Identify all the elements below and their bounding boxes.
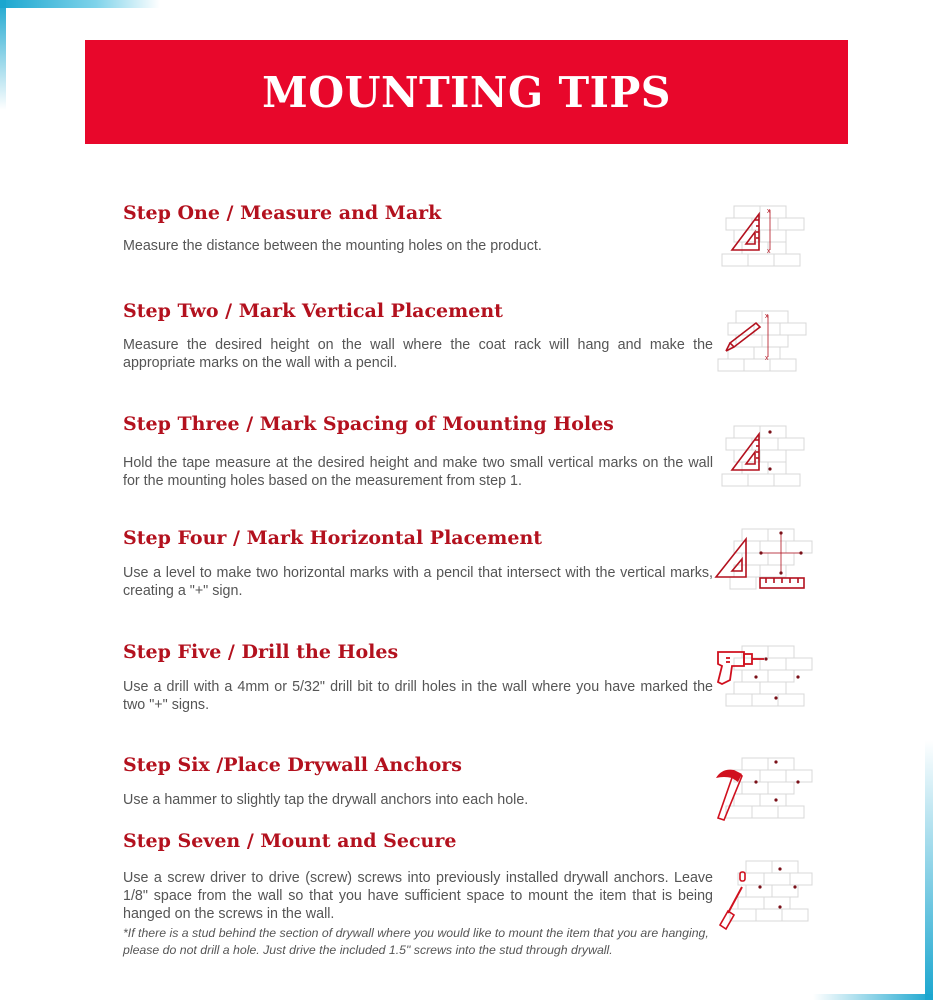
corner-accent-top-left <box>0 0 160 8</box>
step-1 <box>123 201 713 255</box>
corner-accent-bottom-right <box>813 994 933 1000</box>
title-banner <box>85 40 848 144</box>
svg-text:x: x <box>767 208 771 215</box>
step-note: *If there is a stud behind the section of drywall where you would like to mount the item that you are hanging, please do not drill a hole. Just drive the included 1.5" screws into the stud through drywall. <box>123 926 709 957</box>
level-cross-marks-icon <box>712 525 816 599</box>
step-4 <box>123 526 713 600</box>
step-body: Use a drill with a 4mm or 5/32" drill bit to drill holes in the wall where you have marked the two "+" signs. <box>123 679 713 713</box>
step-body: Measure the desired height on the wall where the coat rack will hang and make the appropriate marks on the wall with a pencil. <box>123 337 713 371</box>
svg-text:x: x <box>767 248 771 255</box>
step-body: Use a level to make two horizontal marks with a pencil that intersect with the vertical marks, creating a "+" sign. <box>123 565 713 599</box>
corner-accent-right <box>925 740 933 1000</box>
pencil-on-wall-icon <box>712 305 816 379</box>
step-heading: Step Five / Drill the Holes <box>123 641 399 663</box>
set-square-on-wall-icon <box>712 200 816 274</box>
page-title: MOUNTING TIPS <box>262 67 671 117</box>
set-square-marks-icon <box>712 420 816 494</box>
step-heading: Step Four / Mark Horizontal Placement <box>123 527 543 549</box>
drill-icon <box>712 640 816 714</box>
step-body: Hold the tape measure at the desired height and make two small vertical marks on the wall for the mounting holes based on the measurement from step 1. <box>123 455 713 489</box>
step-2 <box>123 299 713 372</box>
step-heading: Step Six /Place Drywall Anchors <box>123 754 462 776</box>
step-5 <box>123 640 713 714</box>
step-body: Measure the distance between the mounting holes on the product. <box>123 238 542 254</box>
corner-accent-left <box>0 0 6 110</box>
step-body: Use a screw driver to drive (screw) screws into previously installed drywall anchors. Leave 1/8" space from the wall so that you have sufficient space to mount the item that is being hanged on the screws in the wall. <box>123 870 713 922</box>
step-7 <box>123 829 713 959</box>
step-3 <box>123 412 713 490</box>
hammer-icon <box>712 752 816 830</box>
step-heading: Step Seven / Mount and Secure <box>123 830 457 852</box>
step-heading: Step Two / Mark Vertical Placement <box>123 300 503 322</box>
step-6 <box>123 753 713 809</box>
screwdriver-icon <box>712 855 816 935</box>
step-body: Use a hammer to slightly tap the drywall anchors into each hole. <box>123 792 529 808</box>
step-heading: Step One / Measure and Mark <box>123 202 442 224</box>
step-heading: Step Three / Mark Spacing of Mounting Holes <box>123 413 614 435</box>
svg-text:x: x <box>765 313 769 320</box>
svg-text:x: x <box>765 355 769 362</box>
